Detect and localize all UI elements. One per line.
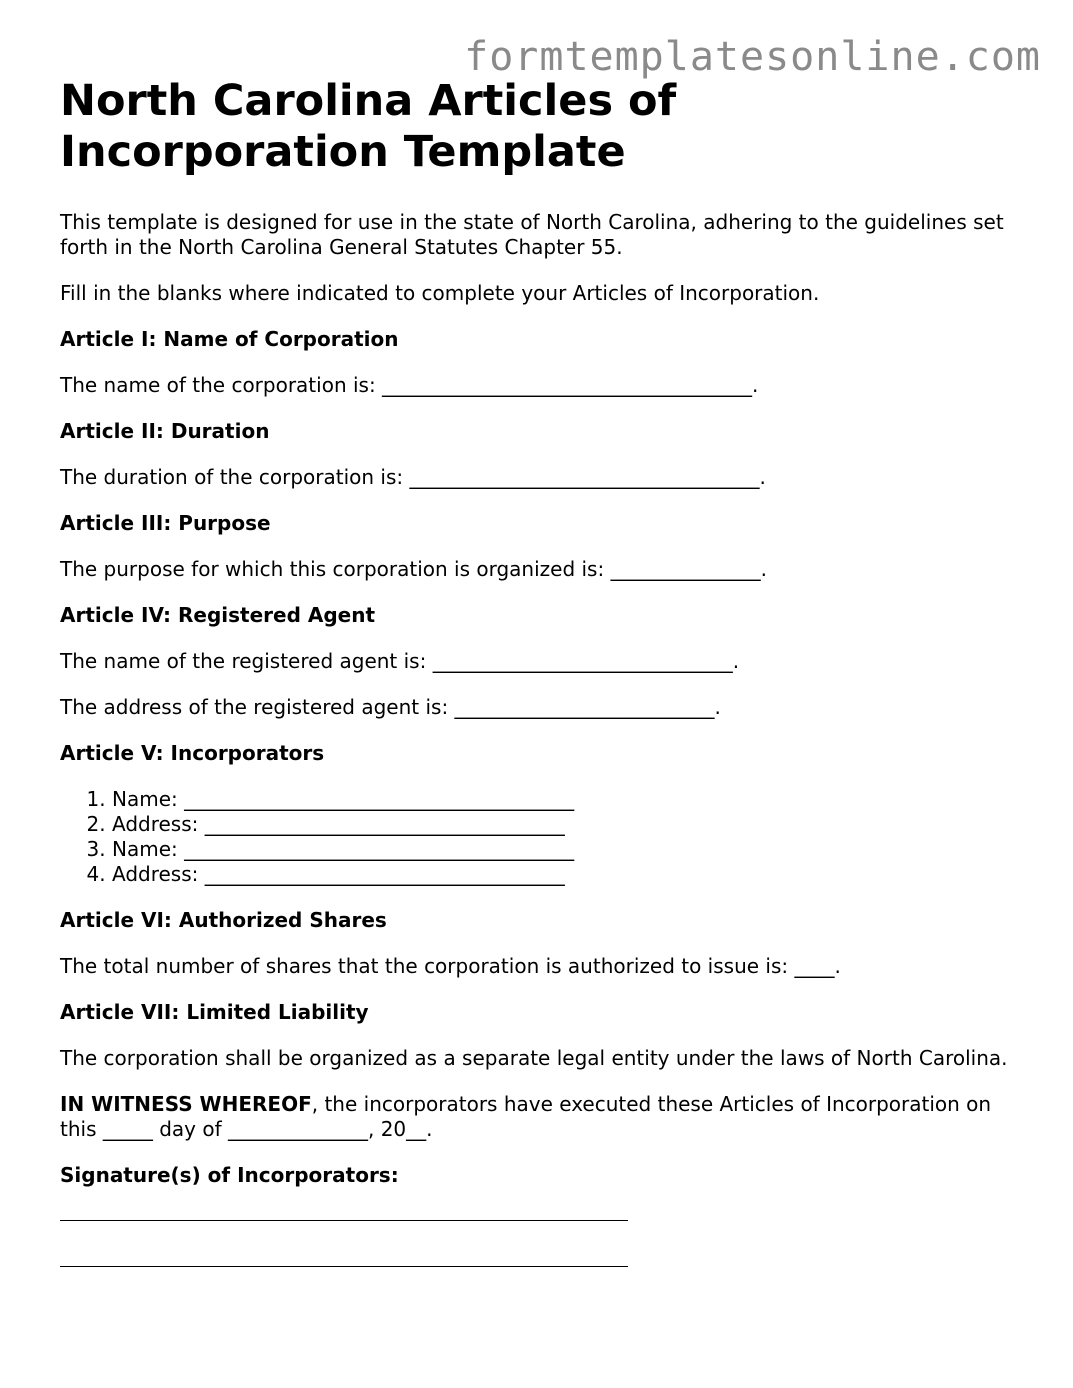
document-body [60, 76, 1020, 1312]
article-4-agent-address: The address of the registered agent is: __________________________. [60, 695, 721, 719]
article-5-heading: Article V: Incorporators [60, 741, 325, 765]
article-7-text: The corporation shall be organized as a separate legal entity under the laws of North Carolina. [60, 1046, 1008, 1070]
list-item: 4. Address: ____________________________________ [112, 862, 1020, 887]
document-title: North Carolina Articles of Incorporation Template [60, 76, 677, 177]
article-6-text: The total number of shares that the corporation is authorized to issue is: ____. [60, 954, 841, 978]
instructions-paragraph: Fill in the blanks where indicated to complete your Articles of Incorporation. [60, 281, 820, 305]
article-2-text: The duration of the corporation is: ___________________________________. [60, 465, 766, 489]
article-4-heading: Article IV: Registered Agent [60, 603, 376, 627]
witness-bold: IN WITNESS WHEREOF [60, 1092, 312, 1116]
article-4-agent-name: The name of the registered agent is: ______________________________. [60, 649, 740, 673]
witness-text: , the incorporators have executed these Articles of Incorporation on this _____ day of ______________, 20__. [60, 1092, 992, 1141]
signatures-heading: Signature(s) of Incorporators: [60, 1163, 399, 1187]
article-3-heading: Article III: Purpose [60, 511, 271, 535]
list-item: 1. Name: _______________________________________ [112, 787, 1020, 812]
witness-paragraph [60, 1092, 1020, 1142]
article-7-heading: Article VII: Limited Liability [60, 1000, 369, 1024]
incorporators-list [60, 787, 1020, 887]
signature-line [60, 1266, 628, 1267]
intro-paragraph: This template is designed for use in the state of North Carolina, adhering to the guidelines set forth in the North Carolina General Statutes Chapter 55. [60, 210, 1004, 259]
article-1-heading: Article I: Name of Corporation [60, 327, 399, 351]
article-3-text: The purpose for which this corporation is organized is: _______________. [60, 557, 767, 581]
article-6-heading: Article VI: Authorized Shares [60, 908, 387, 932]
list-item: 3. Name: _______________________________________ [112, 837, 1020, 862]
list-item: 2. Address: ____________________________________ [112, 812, 1020, 837]
article-2-heading: Article II: Duration [60, 419, 270, 443]
article-1-text: The name of the corporation is: _____________________________________. [60, 373, 759, 397]
watermark: formtemplatesonline.com [464, 34, 1041, 80]
signature-line [60, 1220, 628, 1221]
